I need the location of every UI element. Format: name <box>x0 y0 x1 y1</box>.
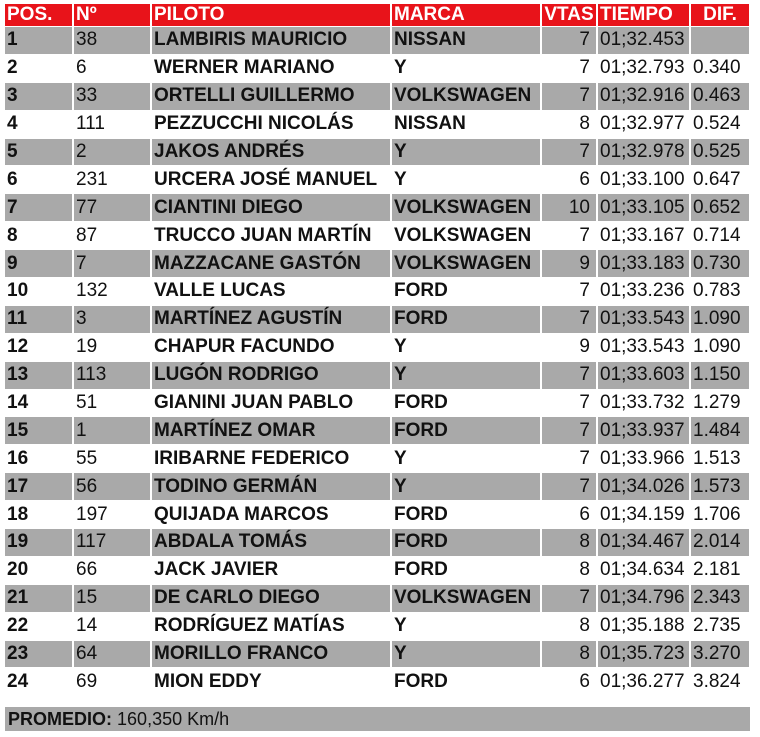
cell-pos: 1 <box>5 27 73 55</box>
cell-marca: FORD <box>391 668 541 696</box>
table-row <box>5 556 750 584</box>
cell-pos: 10 <box>5 278 73 306</box>
cell-vtas: 8 <box>541 529 597 557</box>
cell-marca: Y <box>391 612 541 640</box>
cell-vtas: 7 <box>541 278 597 306</box>
table-row <box>5 82 750 110</box>
cell-vtas: 8 <box>541 556 597 584</box>
table-row <box>5 668 750 696</box>
cell-marca: NISSAN <box>391 110 541 138</box>
table-row <box>5 640 750 668</box>
table-row <box>5 333 750 361</box>
cell-num: 197 <box>73 501 151 529</box>
cell-vtas: 7 <box>541 54 597 82</box>
table-row <box>5 278 750 306</box>
cell-tiempo: 01;32.977 <box>597 110 690 138</box>
cell-tiempo: 01;32.793 <box>597 54 690 82</box>
cell-vtas: 7 <box>541 82 597 110</box>
cell-vtas: 8 <box>541 110 597 138</box>
table-row <box>5 305 750 333</box>
header-dif: DIF. <box>690 4 750 27</box>
cell-dif: 1.573 <box>690 473 750 501</box>
cell-marca: Y <box>391 138 541 166</box>
cell-num: 14 <box>73 612 151 640</box>
cell-vtas: 7 <box>541 361 597 389</box>
cell-num: 2 <box>73 138 151 166</box>
cell-tiempo: 01;34.026 <box>597 473 690 501</box>
cell-marca: Y <box>391 333 541 361</box>
table-row <box>5 194 750 222</box>
cell-num: 111 <box>73 110 151 138</box>
cell-dif: 2.343 <box>690 584 750 612</box>
cell-tiempo: 01;33.183 <box>597 250 690 278</box>
cell-num: 77 <box>73 194 151 222</box>
cell-dif: 0.783 <box>690 278 750 306</box>
cell-tiempo: 01;35.188 <box>597 612 690 640</box>
cell-vtas: 10 <box>541 194 597 222</box>
cell-tiempo: 01;33.236 <box>597 278 690 306</box>
header-tiempo: TIEMPO <box>597 4 690 27</box>
cell-tiempo: 01;34.634 <box>597 556 690 584</box>
cell-marca: FORD <box>391 529 541 557</box>
cell-marca: Y <box>391 473 541 501</box>
table-row <box>5 501 750 529</box>
cell-piloto: MION EDDY <box>151 668 391 696</box>
cell-dif: 1.090 <box>690 305 750 333</box>
cell-pos: 20 <box>5 556 73 584</box>
table-row <box>5 473 750 501</box>
cell-dif: 1.090 <box>690 333 750 361</box>
cell-vtas: 6 <box>541 668 597 696</box>
cell-piloto: ORTELLI GUILLERMO <box>151 82 391 110</box>
cell-tiempo: 01;33.732 <box>597 389 690 417</box>
cell-marca: NISSAN <box>391 27 541 55</box>
cell-piloto: TRUCCO JUAN MARTÍN <box>151 222 391 250</box>
cell-piloto: DE CARLO DIEGO <box>151 584 391 612</box>
cell-pos: 22 <box>5 612 73 640</box>
cell-piloto: CHAPUR FACUNDO <box>151 333 391 361</box>
cell-num: 33 <box>73 82 151 110</box>
cell-vtas: 7 <box>541 305 597 333</box>
cell-pos: 18 <box>5 501 73 529</box>
cell-tiempo: 01;33.543 <box>597 333 690 361</box>
cell-tiempo: 01;33.937 <box>597 417 690 445</box>
cell-marca: Y <box>391 361 541 389</box>
cell-pos: 16 <box>5 445 73 473</box>
cell-vtas: 7 <box>541 389 597 417</box>
cell-dif: 0.340 <box>690 54 750 82</box>
cell-marca: FORD <box>391 389 541 417</box>
cell-vtas: 7 <box>541 417 597 445</box>
cell-dif: 0.524 <box>690 110 750 138</box>
table-row <box>5 222 750 250</box>
cell-dif: 2.181 <box>690 556 750 584</box>
cell-pos: 23 <box>5 640 73 668</box>
cell-num: 3 <box>73 305 151 333</box>
cell-tiempo: 01;33.543 <box>597 305 690 333</box>
cell-pos: 5 <box>5 138 73 166</box>
cell-piloto: ABDALA TOMÁS <box>151 529 391 557</box>
cell-piloto: RODRÍGUEZ MATÍAS <box>151 612 391 640</box>
table-row <box>5 417 750 445</box>
cell-tiempo: 01;33.603 <box>597 361 690 389</box>
results-body <box>5 27 750 696</box>
cell-pos: 19 <box>5 529 73 557</box>
cell-num: 15 <box>73 584 151 612</box>
cell-pos: 6 <box>5 166 73 194</box>
cell-tiempo: 01;32.978 <box>597 138 690 166</box>
cell-marca: Y <box>391 640 541 668</box>
cell-num: 69 <box>73 668 151 696</box>
cell-marca: Y <box>391 445 541 473</box>
cell-piloto: MAZZACANE GASTÓN <box>151 250 391 278</box>
cell-piloto: IRIBARNE FEDERICO <box>151 445 391 473</box>
cell-marca: FORD <box>391 278 541 306</box>
table-row <box>5 612 750 640</box>
cell-marca: VOLKSWAGEN <box>391 222 541 250</box>
cell-num: 66 <box>73 556 151 584</box>
cell-vtas: 9 <box>541 333 597 361</box>
cell-vtas: 7 <box>541 27 597 55</box>
cell-marca: FORD <box>391 417 541 445</box>
cell-pos: 21 <box>5 584 73 612</box>
cell-piloto: JACK JAVIER <box>151 556 391 584</box>
cell-num: 113 <box>73 361 151 389</box>
cell-dif: 0.463 <box>690 82 750 110</box>
header-num: Nº <box>73 4 151 27</box>
cell-pos: 12 <box>5 333 73 361</box>
cell-piloto: TODINO GERMÁN <box>151 473 391 501</box>
cell-num: 38 <box>73 27 151 55</box>
cell-piloto: LUGÓN RODRIGO <box>151 361 391 389</box>
average-speed-bar <box>5 707 750 731</box>
cell-piloto: VALLE LUCAS <box>151 278 391 306</box>
cell-vtas: 7 <box>541 445 597 473</box>
table-row <box>5 584 750 612</box>
cell-piloto: MARTÍNEZ OMAR <box>151 417 391 445</box>
cell-pos: 3 <box>5 82 73 110</box>
cell-dif: 1.706 <box>690 501 750 529</box>
cell-pos: 17 <box>5 473 73 501</box>
cell-piloto: WERNER MARIANO <box>151 54 391 82</box>
cell-dif: 2.735 <box>690 612 750 640</box>
results-table <box>5 4 751 696</box>
cell-piloto: MORILLO FRANCO <box>151 640 391 668</box>
cell-marca: FORD <box>391 556 541 584</box>
table-row <box>5 27 750 55</box>
cell-dif: 1.279 <box>690 389 750 417</box>
cell-pos: 15 <box>5 417 73 445</box>
cell-num: 51 <box>73 389 151 417</box>
cell-dif: 0.647 <box>690 166 750 194</box>
cell-vtas: 7 <box>541 584 597 612</box>
cell-piloto: JAKOS ANDRÉS <box>151 138 391 166</box>
cell-pos: 7 <box>5 194 73 222</box>
cell-tiempo: 01;34.467 <box>597 529 690 557</box>
cell-num: 132 <box>73 278 151 306</box>
cell-piloto: MARTÍNEZ AGUSTÍN <box>151 305 391 333</box>
cell-vtas: 7 <box>541 138 597 166</box>
cell-pos: 11 <box>5 305 73 333</box>
cell-dif: 0.714 <box>690 222 750 250</box>
cell-marca: VOLKSWAGEN <box>391 250 541 278</box>
table-row <box>5 250 750 278</box>
cell-num: 87 <box>73 222 151 250</box>
average-label: PROMEDIO: <box>8 709 113 729</box>
table-row <box>5 389 750 417</box>
cell-pos: 8 <box>5 222 73 250</box>
cell-num: 117 <box>73 529 151 557</box>
cell-vtas: 7 <box>541 473 597 501</box>
cell-dif: 3.824 <box>690 668 750 696</box>
cell-pos: 24 <box>5 668 73 696</box>
cell-dif: 1.150 <box>690 361 750 389</box>
cell-piloto: CIANTINI DIEGO <box>151 194 391 222</box>
cell-tiempo: 01;33.105 <box>597 194 690 222</box>
cell-piloto: QUIJADA MARCOS <box>151 501 391 529</box>
cell-vtas: 9 <box>541 250 597 278</box>
cell-vtas: 8 <box>541 612 597 640</box>
cell-dif: 1.513 <box>690 445 750 473</box>
cell-dif <box>690 27 750 55</box>
cell-num: 231 <box>73 166 151 194</box>
cell-dif: 0.525 <box>690 138 750 166</box>
cell-dif: 2.014 <box>690 529 750 557</box>
cell-tiempo: 01;34.159 <box>597 501 690 529</box>
cell-pos: 4 <box>5 110 73 138</box>
cell-pos: 2 <box>5 54 73 82</box>
cell-num: 64 <box>73 640 151 668</box>
header-vtas: VTAS <box>541 4 597 27</box>
cell-num: 7 <box>73 250 151 278</box>
cell-tiempo: 01;33.167 <box>597 222 690 250</box>
cell-marca: FORD <box>391 305 541 333</box>
cell-marca: VOLKSWAGEN <box>391 82 541 110</box>
cell-pos: 13 <box>5 361 73 389</box>
cell-piloto: URCERA JOSÉ MANUEL <box>151 166 391 194</box>
cell-tiempo: 01;35.723 <box>597 640 690 668</box>
cell-marca: VOLKSWAGEN <box>391 584 541 612</box>
cell-dif: 1.484 <box>690 417 750 445</box>
cell-dif: 0.730 <box>690 250 750 278</box>
cell-vtas: 6 <box>541 166 597 194</box>
cell-tiempo: 01;34.796 <box>597 584 690 612</box>
table-row <box>5 445 750 473</box>
cell-vtas: 8 <box>541 640 597 668</box>
cell-num: 56 <box>73 473 151 501</box>
header-pos: POS. <box>5 4 73 27</box>
cell-num: 19 <box>73 333 151 361</box>
cell-piloto: GIANINI JUAN PABLO <box>151 389 391 417</box>
cell-tiempo: 01;33.966 <box>597 445 690 473</box>
cell-tiempo: 01;36.277 <box>597 668 690 696</box>
table-row <box>5 361 750 389</box>
cell-pos: 9 <box>5 250 73 278</box>
table-row <box>5 529 750 557</box>
table-row <box>5 54 750 82</box>
cell-marca: Y <box>391 54 541 82</box>
cell-marca: FORD <box>391 501 541 529</box>
cell-marca: VOLKSWAGEN <box>391 194 541 222</box>
cell-num: 1 <box>73 417 151 445</box>
header-row <box>5 4 750 27</box>
cell-marca: Y <box>391 166 541 194</box>
cell-num: 6 <box>73 54 151 82</box>
cell-dif: 0.652 <box>690 194 750 222</box>
average-value: 160,350 Km/h <box>117 709 230 729</box>
cell-tiempo: 01;32.453 <box>597 27 690 55</box>
cell-pos: 14 <box>5 389 73 417</box>
cell-dif: 3.270 <box>690 640 750 668</box>
table-row <box>5 166 750 194</box>
header-marca: MARCA <box>391 4 541 27</box>
cell-tiempo: 01;33.100 <box>597 166 690 194</box>
cell-vtas: 7 <box>541 222 597 250</box>
cell-vtas: 6 <box>541 501 597 529</box>
cell-piloto: LAMBIRIS MAURICIO <box>151 27 391 55</box>
cell-piloto: PEZZUCCHI NICOLÁS <box>151 110 391 138</box>
cell-tiempo: 01;32.916 <box>597 82 690 110</box>
cell-num: 55 <box>73 445 151 473</box>
table-row <box>5 138 750 166</box>
header-piloto: PILOTO <box>151 4 391 27</box>
table-row <box>5 110 750 138</box>
